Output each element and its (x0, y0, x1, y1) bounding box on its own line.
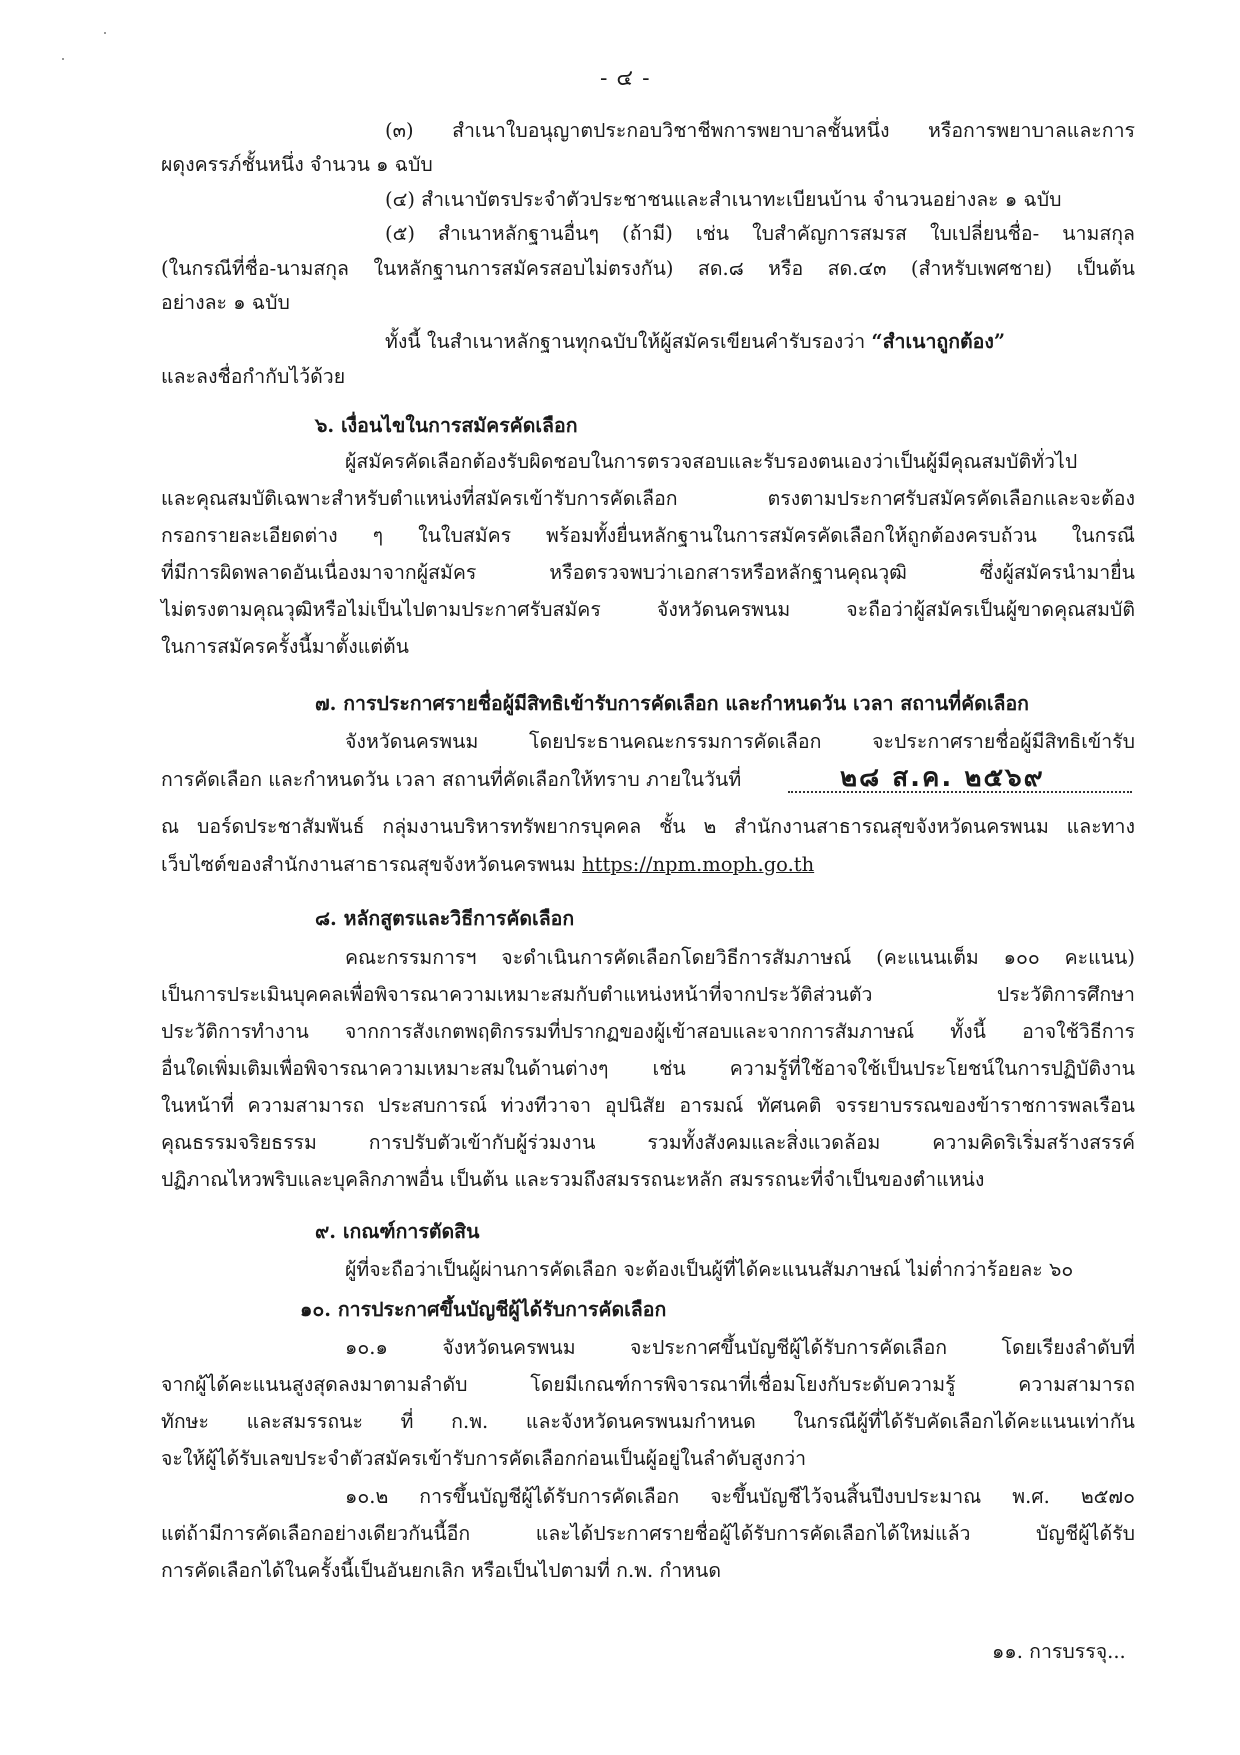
section-heading: ๗. การประกาศรายชื่อผู้มีสิทธิเข้ารับการคัดเลือก และกำหนดวัน เวลา สถานที่คัดเลือก (315, 692, 1029, 715)
paragraph-line: (๓) สำเนาใบอนุญาตประกอบวิชาชีพการพยาบาลชั้นหนึ่ง หรือการพยาบาลและการ (385, 119, 1135, 142)
paragraph-line: อื่นใดเพิ่มเติมเพื่อพิจารณาความเหมาะสมในด้านต่างๆ เช่น ความรู้ที่ใช้อาจใช้เป็นประโยชน์ในการปฏิบัติงาน (161, 1057, 1135, 1080)
paragraph-line: และคุณสมบัติเฉพาะสำหรับตำแหน่งที่สมัครเข้ารับการคัดเลือก ตรงตามประกาศรับสมัครคัดเลือกและจะต้อง (161, 487, 1135, 510)
paragraph-line: (ในกรณีที่ชื่อ-นามสกุล ในหลักฐานการสมัครสอบไม่ตรงกัน) สด.๘ หรือ สด.๔๓ (สำหรับเพศชาย) เป็นต้น (161, 257, 1135, 280)
paragraph-line: อย่างละ ๑ ฉบับ (161, 291, 290, 314)
paragraph-line: แต่ถ้ามีการคัดเลือกอย่างเดียวกันนี้อีก และได้ประกาศรายชื่อผู้ได้รับการคัดเลือกได้ใหม่แล้ว บัญชีผู้ได้รับ (161, 1522, 1135, 1545)
website-link[interactable]: https://npm.moph.go.th (582, 853, 815, 876)
paragraph-line: จังหวัดนครพนม โดยประธานคณะกรรมการคัดเลือก จะประกาศรายชื่อผู้มีสิทธิเข้ารับ (345, 730, 1135, 753)
paragraph-line (385, 327, 1005, 357)
continuation-footer: ๑๑. การบรรจุ... (992, 1640, 1126, 1663)
paragraph-line: ผู้ที่จะถือว่าเป็นผู้ผ่านการคัดเลือก จะต้องเป็นผู้ที่ได้คะแนนสัมภาษณ์ ไม่ต่ำกว่าร้อยละ ๖๐ (345, 1258, 1074, 1281)
paragraph-line: ณ บอร์ดประชาสัมพันธ์ กลุ่มงานบริหารทรัพยากรบุคคล ชั้น ๒ สำนักงานสาธารณสุขจังหวัดนครพนม และทาง (161, 815, 1135, 838)
paragraph-text: เว็บไซต์ของสำนักงานสาธารณสุขจังหวัดนครพนม (161, 853, 576, 876)
paragraph-line: กรอกรายละเอียดต่าง ๆ ในใบสมัคร พร้อมทั้งยื่นหลักฐานในการสมัครคัดเลือกให้ถูกต้องครบถ้วน ในกรณี (161, 524, 1135, 547)
paragraph-line: ไม่ตรงตามคุณวุฒิหรือไม่เป็นไปตามประกาศรับสมัคร จังหวัดนครพนม จะถือว่าผู้สมัครเป็นผู้ขาดคุณสมบัติ (161, 598, 1135, 621)
paragraph-line: (๔) สำเนาบัตรประจำตัวประชาชนและสำเนาทะเบียนบ้าน จำนวนอย่างละ ๑ ฉบับ (385, 188, 1062, 211)
section-heading: ๙. เกณฑ์การตัดสิน (315, 1220, 480, 1243)
paragraph-line: ๑๐.๑ จังหวัดนครพนม จะประกาศขึ้นบัญชีผู้ได้รับการคัดเลือก โดยเรียงลำดับที่ (345, 1336, 1135, 1359)
paragraph-line: คณะกรรมการฯ จะดำเนินการคัดเลือกโดยวิธีการสัมภาษณ์ (คะแนนเต็ม ๑๐๐ คะแนน) (345, 946, 1135, 969)
section-heading: ๑๐. การประกาศขึ้นบัญชีผู้ได้รับการคัดเลือก (300, 1298, 667, 1321)
paragraph-line: (๕) สำเนาหลักฐานอื่นๆ (ถ้ามี) เช่น ใบสำคัญการสมรส ใบเปลี่ยนชื่อ- นามสกุล (385, 222, 1135, 245)
paragraph-line: ผู้สมัครคัดเลือกต้องรับผิดชอบในการตรวจสอบและรับรองตนเองว่าเป็นผู้มีคุณสมบัติทั่วไป (345, 450, 1078, 473)
paragraph-line: ในการสมัครครั้งนี้มาตั้งแต่ต้น (161, 635, 409, 658)
paragraph-text: ทั้งนี้ ในสำเนาหลักฐานทุกฉบับให้ผู้สมัครเขียนคำรับรองว่า (385, 330, 866, 353)
paragraph-line: ในหน้าที่ ความสามารถ ประสบการณ์ ท่วงทีวาจา อุปนิสัย อารมณ์ ทัศนคติ จรรยาบรรณของข้าราชการพลเรือน (161, 1094, 1135, 1117)
paragraph-line: คุณธรรมจริยธรรม การปรับตัวเข้ากับผู้ร่วมงาน รวมทั้งสังคมและสิ่งแวดล้อม ความคิดริเริ่มสร้างสรรค์ (161, 1131, 1135, 1154)
paragraph-line: ปฏิภาณไหวพริบและบุคลิกภาพอื่น เป็นต้น และรวมถึงสมรรถนะหลัก สมรรถนะที่จำเป็นของตำแหน่ง (161, 1168, 985, 1191)
paragraph-line: ประวัติการทำงาน จากการสังเกตพฤติกรรมที่ปรากฏของผู้เข้าสอบและจากการสัมภาษณ์ ทั้งนี้ อาจใช้วิธีการ (161, 1020, 1135, 1043)
paragraph-line: จะให้ผู้ได้รับเลขประจำตัวสมัครเข้ารับการคัดเลือกก่อนเป็นผู้อยู่ในลำดับสูงกว่า (161, 1447, 807, 1470)
paragraph-line: ที่มีการผิดพลาดอันเนื่องมาจากผู้สมัคร หรือตรวจพบว่าเอกสารหรือหลักฐานคุณวุฒิ ซึ่งผู้สมัครนำมายื่น (161, 561, 1135, 584)
handwritten-date: ๒๘ ส.ค. ๒๕๖๙ (840, 763, 1045, 793)
section-heading: ๘. หลักสูตรและวิธีการคัดเลือก (315, 907, 575, 930)
paragraph-line: การคัดเลือกได้ในครั้งนี้เป็นอันยกเลิก หรือเป็นไปตามที่ ก.พ. กำหนด (161, 1559, 722, 1582)
paragraph-line: ๑๐.๒ การขึ้นบัญชีผู้ได้รับการคัดเลือก จะขึ้นบัญชีไว้จนสิ้นปีงบประมาณ พ.ศ. ๒๕๗๐ (345, 1485, 1135, 1508)
page-number: - ๔ - (600, 66, 651, 91)
certified-copy-quote: “สำเนาถูกต้อง” (871, 330, 1006, 353)
paragraph-line: ผดุงครรภ์ชั้นหนึ่ง จำนวน ๑ ฉบับ (161, 153, 433, 176)
scan-speck (62, 58, 64, 60)
paragraph-line (161, 850, 814, 880)
scan-speck (104, 32, 106, 34)
paragraph-line: เป็นการประเมินบุคคลเพื่อพิจารณาความเหมาะสมกับตำแหน่งหน้าที่จากประวัติส่วนตัว ประวัติการศึกษา (161, 983, 1135, 1006)
paragraph-line: ทักษะ และสมรรถนะ ที่ ก.พ. และจังหวัดนครพนมกำหนด ในกรณีผู้ที่ได้รับคัดเลือกได้คะแนนเท่ากัน (161, 1410, 1135, 1433)
paragraph-line: และลงชื่อกำกับไว้ด้วย (161, 365, 346, 388)
paragraph-line: การคัดเลือก และกำหนดวัน เวลา สถานที่คัดเลือกให้ทราบ ภายในวันที่ (161, 768, 742, 791)
paragraph-line: จากผู้ได้คะแนนสูงสุดลงมาตามลำดับ โดยมีเกณฑ์การพิจารณาที่เชื่อมโยงกับระดับความรู้ ความสามารถ (161, 1373, 1135, 1396)
section-heading: ๖. เงื่อนไขในการสมัครคัดเลือก (315, 414, 578, 437)
